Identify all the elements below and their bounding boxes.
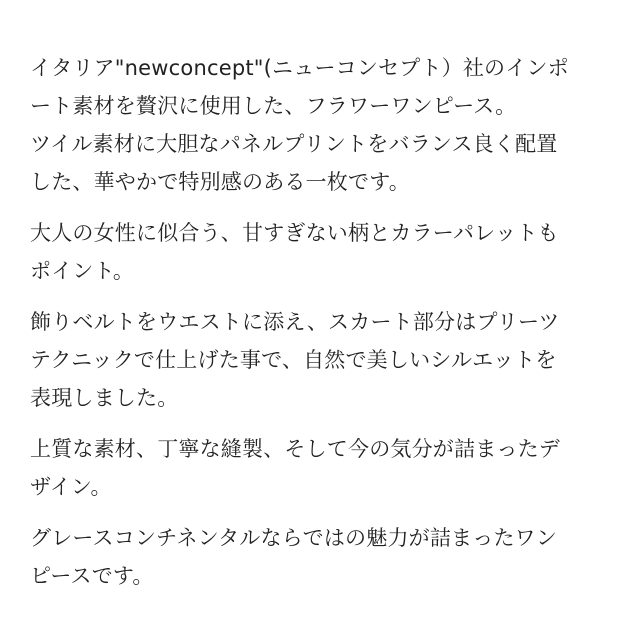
- text-line: 大人の女性に似合う、甘すぎない柄とカラーパレットも: [30, 221, 559, 245]
- text-line: ポイント。: [30, 259, 135, 283]
- text-line: ピースです。: [30, 564, 154, 588]
- text-line: イタリア"newconcept"(ニューコンセプト）社のインポ: [30, 56, 569, 80]
- description-paragraph: [30, 519, 614, 595]
- description-paragraph: [30, 214, 614, 290]
- text-line: ツイル素材に大胆なパネルプリントをバランス良く配置: [30, 132, 558, 156]
- text-line: した、華やかで特別感のある一枚です。: [30, 170, 410, 194]
- text-line: テクニックで仕上げた事で、自然で美しいシルエットを: [30, 348, 557, 372]
- text-line: 上質な素材、丁寧な縫製、そして今の気分が詰まったデ: [30, 437, 560, 461]
- description-paragraph: [30, 49, 614, 201]
- text-line: グレースコンチネンタルならではの魅力が詰まったワン: [30, 526, 558, 550]
- description-paragraph: [30, 303, 614, 417]
- text-line: ザイン。: [30, 475, 112, 499]
- text-line: 表現しました。: [30, 386, 179, 410]
- description-paragraph: [30, 430, 614, 506]
- text-line: 飾りベルトをウエストに添え、スカート部分はプリーツ: [30, 310, 560, 334]
- text-line: ート素材を贅沢に使用した、フラワーワンピース。: [30, 94, 517, 118]
